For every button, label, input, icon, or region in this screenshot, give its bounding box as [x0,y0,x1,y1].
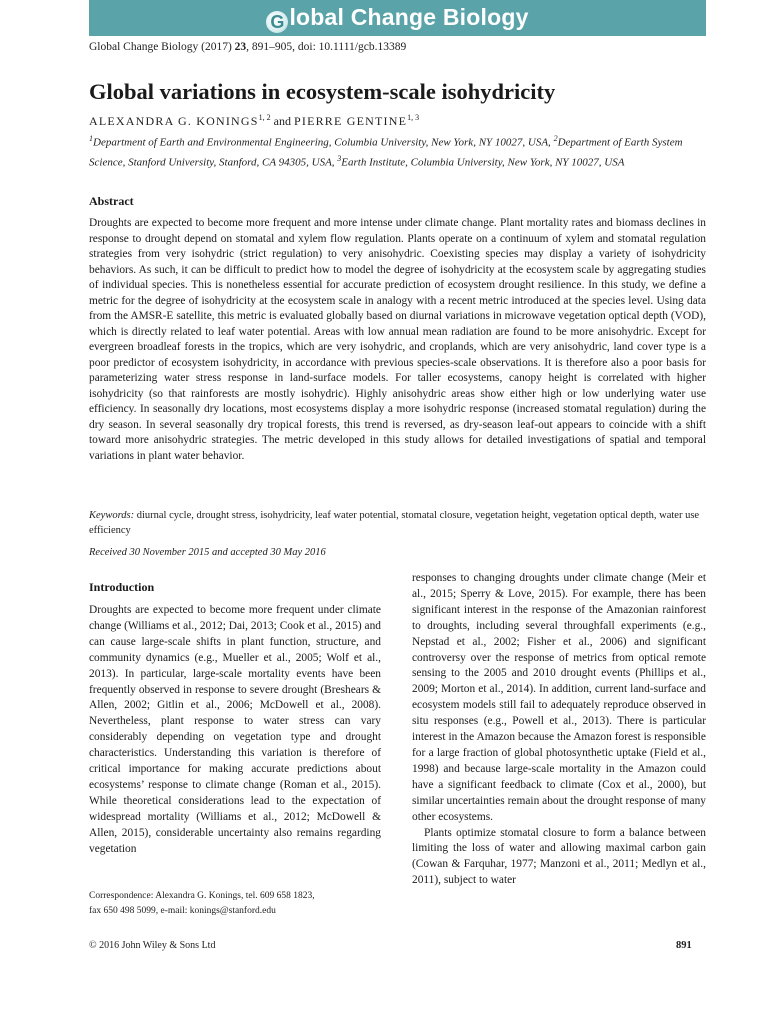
received-date: Received 30 November 2015 and accepted 30 May 2016 [89,547,326,558]
introduction-paragraph: Plants optimize stomatal closure to form a balance between limiting the loss of water and allowing maximal carbon gain (Cowan & Farquhar, 1977; Manzoni et al., 2011; Medlyn et al., 2011), subject to water [412,826,706,887]
author-affiliation-marks: 1, 2 [258,113,271,122]
article-title: Global variations in ecosystem-scale isohydricity [89,79,556,104]
correspondence-note [89,889,389,919]
correspondence-line: fax 650 498 5099, e-mail: konings@stanford.edu [89,906,276,916]
author-name: PIERRE GENTINE [294,114,408,128]
affiliation-1: Department of Earth and Environmental Engineering, Columbia University, New York, NY 10027, USA, [93,136,554,149]
introduction-heading: Introduction [89,580,155,594]
keywords [89,508,706,538]
author-conjunction: and [270,114,294,128]
affiliation-2: Department of Earth System Science, Stanford University, Stanford, CA 94305, USA, [89,136,683,169]
keywords-label: Keywords: [89,510,135,521]
citation-line [89,41,406,53]
journal-logo-text: lobal Change Biology [289,3,529,30]
citation-post: , 891–905, doi: 10.1111/gcb.13389 [246,41,407,53]
journal-logo [266,4,528,33]
affiliation-mark: 3 [337,154,342,164]
introduction-paragraph: responses to changing droughts under climate change (Meir et al., 2015; Sperry & Love, 2015). For example, there has been significant interest in the response of the Amazonian rainforest to droughts, including several throughfall experiments (e.g., Nepstad et al., 2002; Fisher et al., 2006) and significant controversy over the response of metrics from optical remote sensing to the 2005 and 2010 drought events (Phillips et al., 2009; Morton et al., 2014). In addition, current land-surface and ecosystem models still fail to adequately reproduce observed in situ responses (e.g., Powell et al., 2013). There is particular interest in the Amazon because the Amazon forest is responsible for a large fraction of global photosynthetic uptake (Field et al., 1998) and because large-scale mortality in the Amazon could have a significant feedback to climate (Cox et al., 2000), but similar uncertainties remain about the drought response of many other ecosystems. [412,572,706,823]
author-name: ALEXANDRA G. KONINGS [89,114,259,128]
affiliation-mark: 2 [553,134,558,143]
affiliation-3: Earth Institute, Columbia University, New York, NY 10027, USA [341,156,625,169]
globe-icon: G [266,11,288,33]
abstract-text: Droughts are expected to become more frequent and more intense under climate change. Plant mortality rates and biomass declines in response to drought depend on stomatal and xylem flow regulation. Plants operate on a continuum of xylem and stomatal regulation strategies from very isohydric (strict regulation) to very anisohydric. Coexisting species may display a variety of isohydricity behaviors. As such, it can be difficult to predict how to model the degree of isohydricity at the ecosystem scale by aggregating studies of individual species. This is nonetheless essential for accurate prediction of ecosystem drought resilience. In this study, we define a metric for the degree of isohydricity at the ecosystem scale in analogy with a recent metric introduced at the species level. Using data from the AMSR-E satellite, this metric is evaluated globally based on diurnal variations in microwave vegetation optical depth (VOD), which is directly related to leaf water potential. Areas with low annual mean radiation are found to be more anisohydric. Except for evergreen broadleaf forests in the tropics, which are very isohydric, and croplands, which are very anisohydric, land cover type is a poor predictor of ecosystem isohydricity, in accordance with previous species-scale observations. It is therefore also a poor basis for parameterizing water stress response in land-surface models. For taller ecosystems, canopy height is correlated with higher isohydricity (so that rainforests are mostly isohydric). Highly anisohydric areas show either high or low underlying water use efficiency. In seasonally dry locations, most ecosystems display a more isohydric response (increased stomatal regulation) during the dry season. In several seasonally dry tropical forests, this trend is reversed, as dry-season leaf-out appears to coincide with a shift toward more anisohydric strategies. The metric developed in this study allows for detailed investigations of spatial and temporal variations in plant water behavior. [89,217,706,462]
abstract-heading: Abstract [89,194,134,208]
citation-volume: 23 [234,41,247,53]
left-column [89,580,381,858]
author-list [89,113,419,129]
author-affiliation-marks: 1, 3 [407,113,420,122]
affiliations [89,131,709,171]
copyright: © 2016 John Wiley & Sons Ltd [89,940,216,951]
citation-pre: Global Change Biology (2017) [89,41,235,53]
introduction-paragraph: Droughts are expected to become more frequent under climate change (Williams et al., 2012; Dai, 2013; Cook et al., 2015) and can cause large-scale shifts in plant function, structure, and community dynamics (e.g., Mueller et al., 2005; Wolf et al., 2013). In particular, large-scale mortality events have been frequently observed in response to severe drought (Breshears & Allen, 2002; Gitlin et al., 2006; McDowell et al., 2008). Nevertheless, plant response to water stress can vary considerably depending on vegetation type and drought characteristics. Understanding this variation is therefore of critical importance for making accurate predictions about ecosystems’ response to climate change (Roman et al., 2015). While theoretical considerations lead to the expectation of widespread mortality (Williams et al., 2012; McDowell & Allen, 2015), considerable uncertainty also remains regarding vegetation [89,604,381,855]
keywords-list: diurnal cycle, drought stress, isohydricity, leaf water potential, stomatal closure, vegetation height, vegetation optical depth, water use efficiency [89,510,700,536]
journal-banner [89,0,706,36]
correspondence-line: Correspondence: Alexandra G. Konings, tel. 609 658 1823, [89,891,315,901]
right-column [412,571,706,889]
affiliation-mark: 1 [89,134,93,143]
page-number: 891 [676,940,692,951]
